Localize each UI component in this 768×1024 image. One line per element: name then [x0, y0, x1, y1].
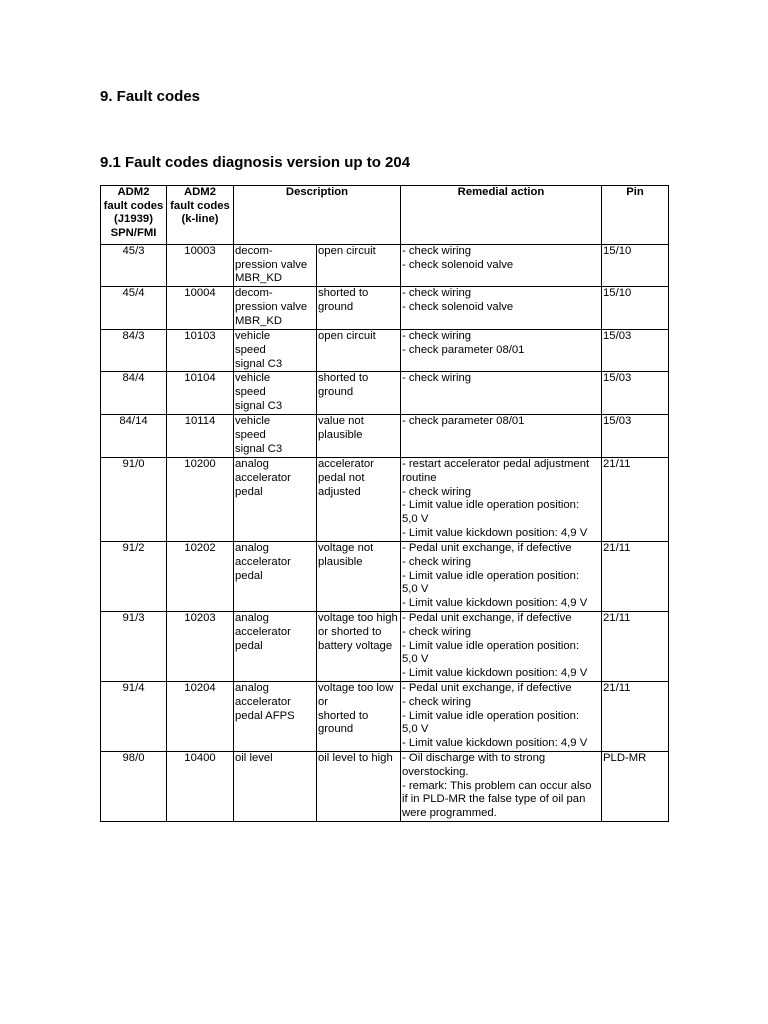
cell-kline-code: 10200 — [167, 458, 234, 542]
fault-codes-table — [100, 185, 669, 822]
cell-pin: 21/11 — [602, 458, 669, 542]
cell-component: decom- pression valve MBR_KD — [234, 287, 317, 330]
header-remedial-action: Remedial action — [401, 186, 602, 245]
cell-remedial-action: - check wiring — [401, 372, 602, 415]
cell-component: vehicle speed signal C3 — [234, 372, 317, 415]
cell-fault: open circuit — [317, 330, 401, 372]
cell-spn-fmi: 84/3 — [101, 330, 167, 372]
table-row — [101, 458, 669, 542]
cell-kline-code: 10202 — [167, 542, 234, 612]
cell-fault: oil level to high — [317, 752, 401, 822]
section-title: 9. Fault codes — [100, 88, 201, 105]
table-header-row — [101, 186, 669, 245]
cell-remedial-action: - Pedal unit exchange, if defective - check wiring - Limit value idle operation position: 5,0 V - Limit value kickdown position: 4,9 V — [401, 612, 602, 682]
cell-remedial-action: - check parameter 08/01 — [401, 415, 602, 458]
cell-remedial-action: - check wiring - check solenoid valve — [401, 287, 602, 330]
cell-pin: PLD-MR — [602, 752, 669, 822]
cell-kline-code: 10114 — [167, 415, 234, 458]
table-row — [101, 612, 669, 682]
cell-remedial-action: - Pedal unit exchange, if defective - check wiring - Limit value idle operation position: 5,0 V - Limit value kickdown position: 4,9 V — [401, 682, 602, 752]
cell-spn-fmi: 98/0 — [101, 752, 167, 822]
cell-component: decom- pression valve MBR_KD — [234, 245, 317, 287]
header-spn-fmi: ADM2 fault codes (J1939) SPN/FMI — [101, 186, 167, 245]
cell-kline-code: 10003 — [167, 245, 234, 287]
cell-fault: shorted to ground — [317, 287, 401, 330]
cell-remedial-action: - Oil discharge with to strong overstocking. - remark: This problem can occur also if in PLD-MR the false type of oil pan were programmed. — [401, 752, 602, 822]
cell-pin: 15/10 — [602, 287, 669, 330]
header-kline: ADM2 fault codes (k-line) — [167, 186, 234, 245]
cell-spn-fmi: 45/3 — [101, 245, 167, 287]
cell-fault: voltage too high or shorted to battery voltage — [317, 612, 401, 682]
cell-fault: value not plausible — [317, 415, 401, 458]
cell-spn-fmi: 91/3 — [101, 612, 167, 682]
table-row — [101, 682, 669, 752]
cell-spn-fmi: 91/0 — [101, 458, 167, 542]
table-row — [101, 287, 669, 330]
header-pin: Pin — [602, 186, 669, 245]
cell-fault: accelerator pedal not adjusted — [317, 458, 401, 542]
cell-pin: 21/11 — [602, 682, 669, 752]
cell-component: analog accelerator pedal AFPS — [234, 682, 317, 752]
table-row — [101, 330, 669, 372]
cell-spn-fmi: 45/4 — [101, 287, 167, 330]
table-row — [101, 752, 669, 822]
cell-remedial-action: - check wiring - check solenoid valve — [401, 245, 602, 287]
table-row — [101, 245, 669, 287]
table-row — [101, 415, 669, 458]
cell-component: analog accelerator pedal — [234, 612, 317, 682]
cell-kline-code: 10400 — [167, 752, 234, 822]
table-row — [101, 372, 669, 415]
cell-spn-fmi: 91/2 — [101, 542, 167, 612]
cell-remedial-action: - Pedal unit exchange, if defective - check wiring - Limit value idle operation position: 5,0 V - Limit value kickdown position: 4,9 V — [401, 542, 602, 612]
header-description: Description — [234, 186, 401, 245]
table-row — [101, 542, 669, 612]
cell-pin: 15/10 — [602, 245, 669, 287]
cell-pin: 21/11 — [602, 542, 669, 612]
cell-spn-fmi: 84/14 — [101, 415, 167, 458]
subsection-title: 9.1 Fault codes diagnosis version up to 204 — [100, 154, 411, 171]
cell-component: analog accelerator pedal — [234, 458, 317, 542]
cell-component: oil level — [234, 752, 317, 822]
cell-kline-code: 10104 — [167, 372, 234, 415]
cell-pin: 15/03 — [602, 330, 669, 372]
cell-pin: 15/03 — [602, 372, 669, 415]
cell-pin: 21/11 — [602, 612, 669, 682]
cell-fault: voltage too low or shorted to ground — [317, 682, 401, 752]
cell-kline-code: 10103 — [167, 330, 234, 372]
cell-fault: shorted to ground — [317, 372, 401, 415]
cell-spn-fmi: 84/4 — [101, 372, 167, 415]
cell-kline-code: 10203 — [167, 612, 234, 682]
cell-kline-code: 10204 — [167, 682, 234, 752]
cell-kline-code: 10004 — [167, 287, 234, 330]
cell-component: vehicle speed signal C3 — [234, 415, 317, 458]
cell-component: vehicle speed signal C3 — [234, 330, 317, 372]
cell-fault: voltage not plausible — [317, 542, 401, 612]
cell-component: analog accelerator pedal — [234, 542, 317, 612]
cell-remedial-action: - check wiring - check parameter 08/01 — [401, 330, 602, 372]
cell-spn-fmi: 91/4 — [101, 682, 167, 752]
cell-fault: open circuit — [317, 245, 401, 287]
cell-remedial-action: - restart accelerator pedal adjustment routine - check wiring - Limit value idle operation position: 5,0 V - Limit value kickdown position: 4,9 V — [401, 458, 602, 542]
cell-pin: 15/03 — [602, 415, 669, 458]
